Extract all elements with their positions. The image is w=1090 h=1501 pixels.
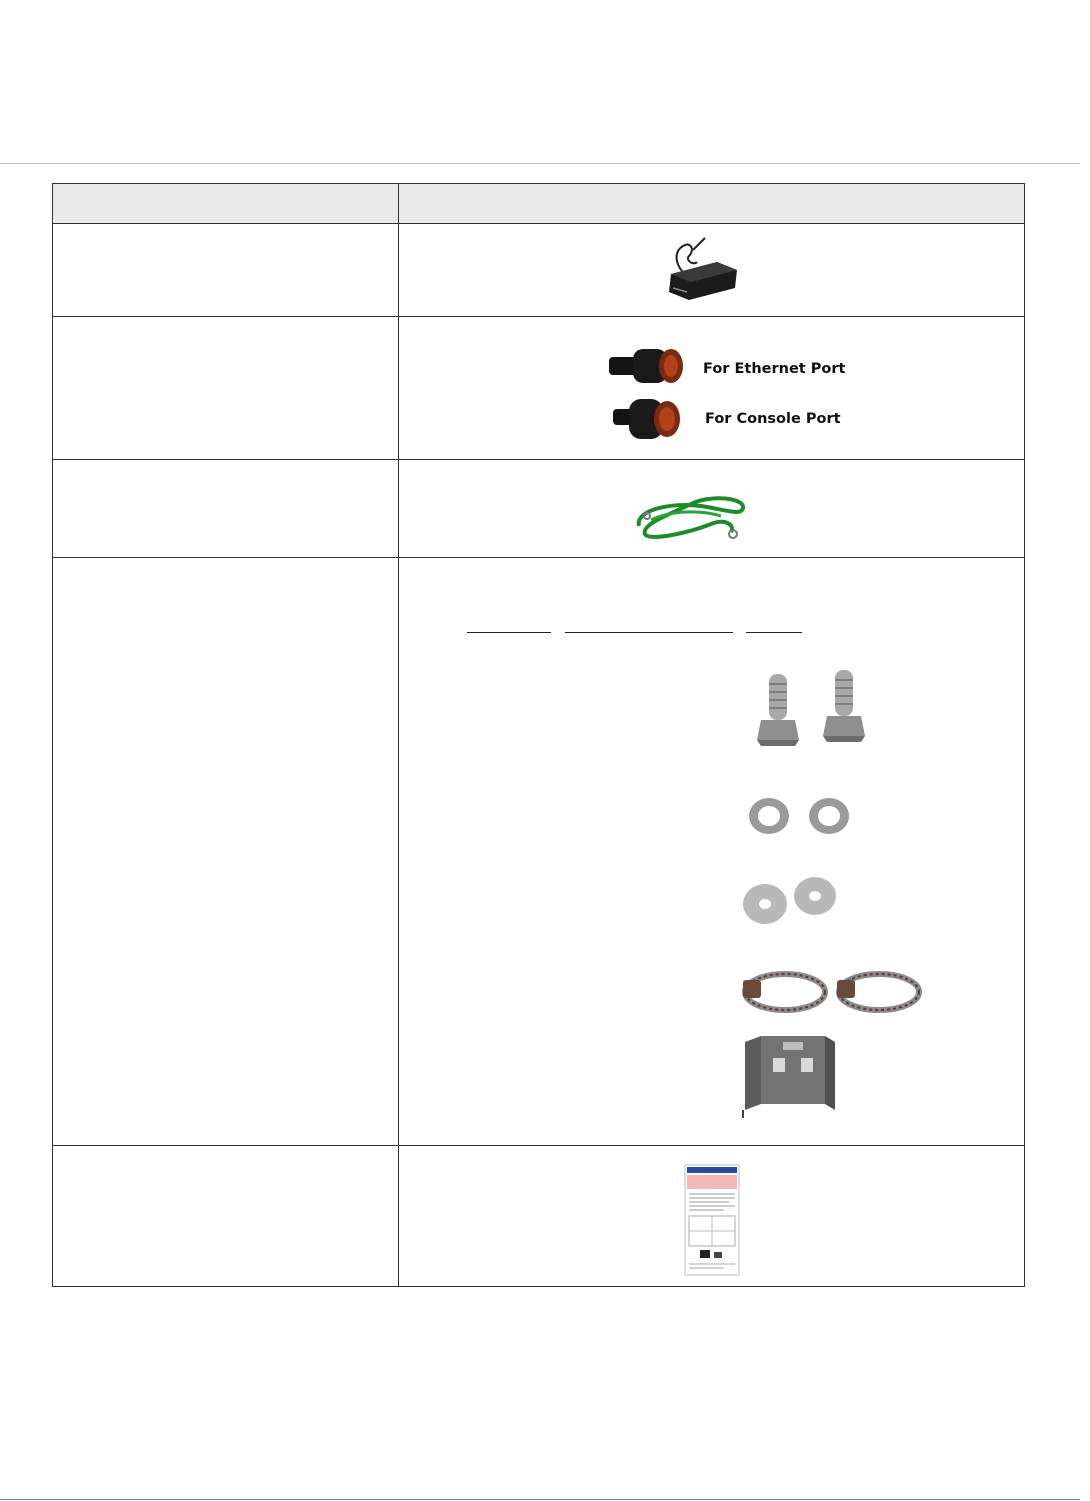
header-cell-image — [399, 184, 1025, 224]
item-image-cell — [399, 558, 1025, 1146]
header-rule — [0, 163, 1080, 164]
item-image-cell — [399, 317, 1025, 460]
washer-icon — [741, 874, 841, 926]
document-icon — [684, 1164, 740, 1276]
item-image-cell — [399, 1146, 1025, 1287]
table-row — [53, 317, 1025, 460]
ethernet-port-label: For Ethernet Port — [703, 361, 846, 377]
mounting-bracket-icon — [739, 1034, 841, 1118]
item-name-cell — [53, 558, 399, 1146]
underline-rule — [746, 632, 802, 633]
hose-clamp-icon — [741, 966, 927, 1016]
item-image-cell — [399, 460, 1025, 558]
bolt-icon — [739, 666, 887, 752]
item-name-cell — [53, 1146, 399, 1287]
power-adapter-icon — [665, 236, 745, 304]
table-row — [53, 460, 1025, 558]
console-port-label: For Console Port — [705, 411, 841, 427]
underline-rule — [467, 632, 551, 633]
item-name-cell — [53, 317, 399, 460]
package-contents-table — [52, 183, 1025, 1287]
underline-rule — [565, 632, 733, 633]
table-row — [53, 1146, 1025, 1287]
table-row — [53, 224, 1025, 317]
item-name-cell — [53, 460, 399, 558]
item-name-cell — [53, 224, 399, 317]
table-row — [53, 558, 1025, 1146]
footer-rule — [0, 1499, 1080, 1500]
port-cover-icon — [605, 343, 689, 447]
item-image-cell — [399, 224, 1025, 317]
table-header-row — [53, 184, 1025, 224]
ground-wire-icon — [631, 480, 749, 546]
nut-icon — [745, 794, 857, 838]
header-cell-item — [53, 184, 399, 224]
